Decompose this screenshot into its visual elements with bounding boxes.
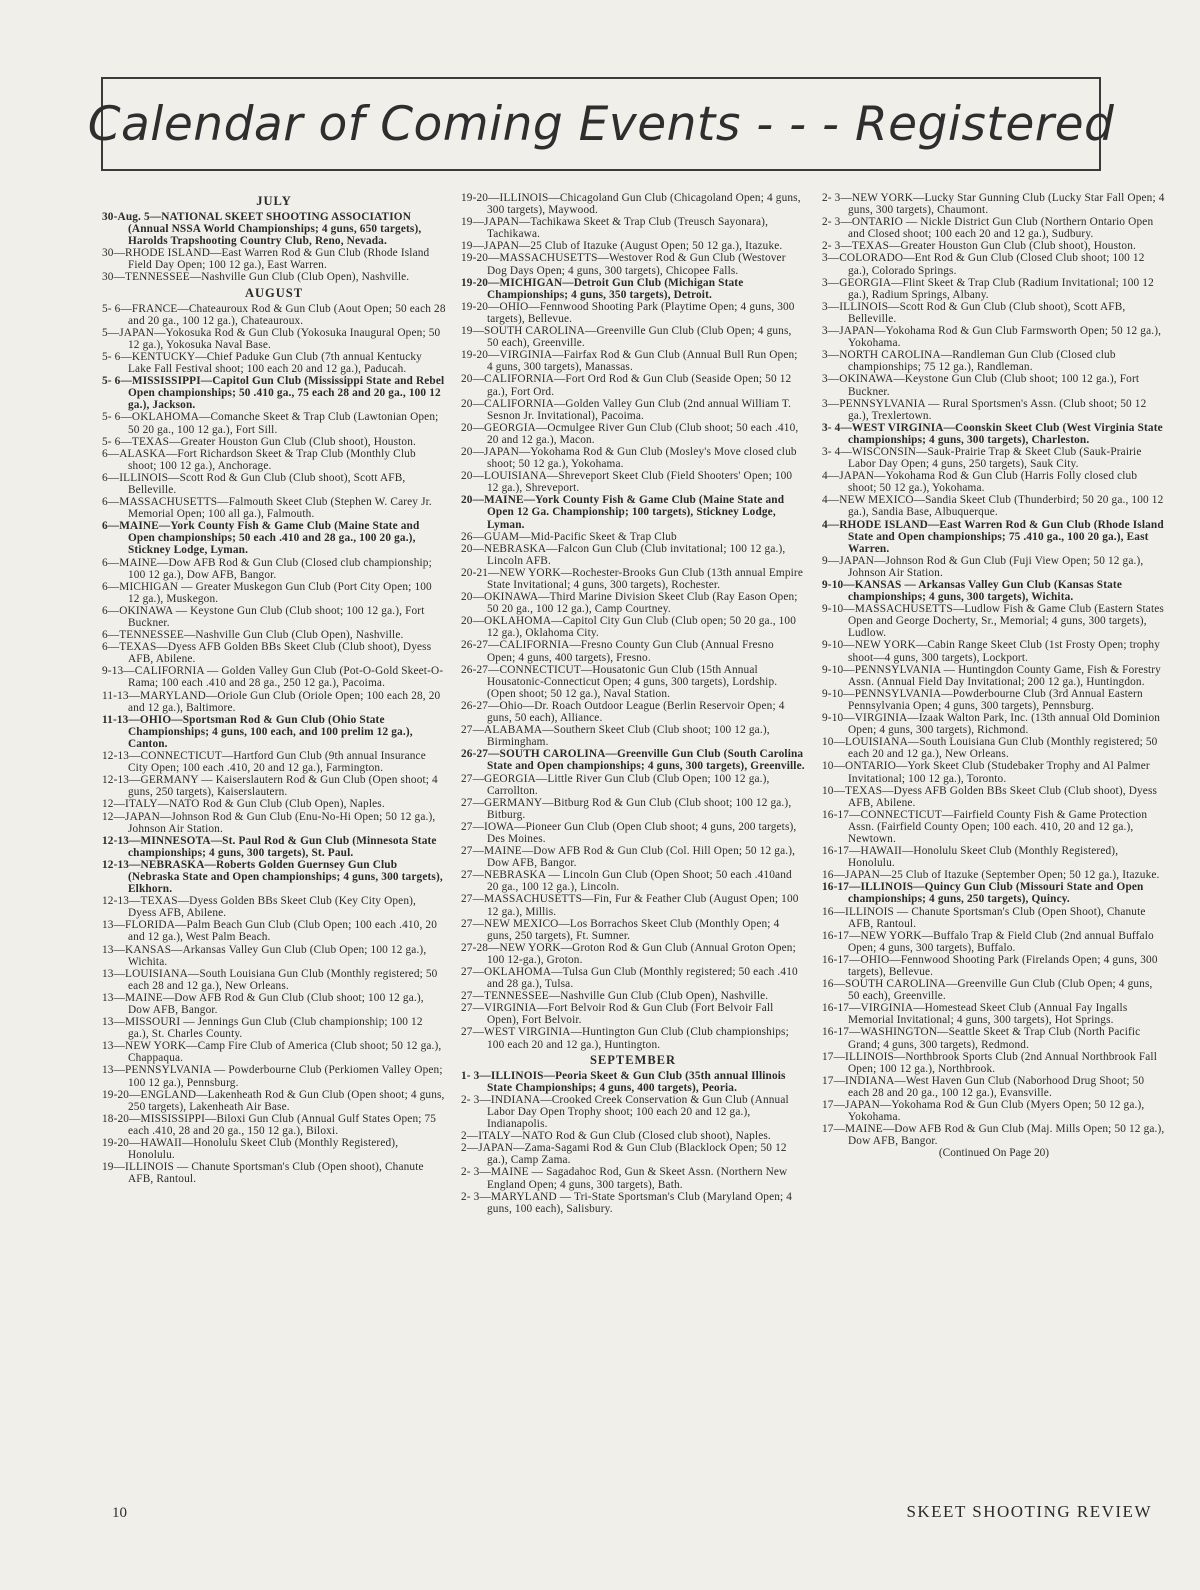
event-entry: 27—NEW MEXICO—Los Borrachos Skeet Club (Monthly Open; 4 guns, 250 targets), Ft. Sumner.	[461, 917, 780, 942]
event-entry: 2- 3—MARYLAND — Tri-State Sportsman's Club (Maryland Open; 4 guns, 100 each), Salisbury.	[461, 1190, 793, 1215]
event-entry: 17—ILLINOIS—Northbrook Sports Club (2nd Annual Northbrook Fall Open; 100 12 ga.), Northbrook.	[822, 1050, 1158, 1075]
event-entry-championship: 19-20—MICHIGAN—Detroit Gun Club (Michigan State Championships; 4 guns, 350 targets), Detroit.	[461, 276, 744, 301]
title-box	[87, 77, 1115, 171]
event-entry: 26—GUAM—Mid-Pacific Skeet & Trap Club	[461, 530, 677, 543]
event-entry: 6—MASSACHUSETTS—Falmouth Skeet Club (Stephen W. Carey Jr. Memorial Open; 100 all ga.), Falmouth.	[102, 496, 432, 521]
event-entry-championship: 30-Aug. 5—NATIONAL SKEET SHOOTING ASSOCIATION (Annual NSSA World Championships; 4 guns, 650 targets), Harolds Trapshooting Country Club, Reno, Nevada.	[102, 211, 422, 248]
event-entry: 3—PENNSYLVANIA — Rural Sportsmen's Assn. (Club shoot; 50 12 ga.), Trexlertown.	[822, 397, 1147, 422]
event-entry: 13—MAINE—Dow AFB Rod & Gun Club (Club shoot; 100 12 ga.), Dow AFB, Bangor.	[102, 991, 424, 1016]
month-heading: JULY	[256, 194, 292, 208]
event-entry: 3- 4—WISCONSIN—Sauk-Prairie Trap & Skeet Club (Sauk-Prairie Labor Day Open; 4 guns, 250 targets), Sauk City.	[822, 445, 1142, 471]
event-entry: 20—NEBRASKA—Falcon Gun Club (Club invitational; 100 12 ga.), Lincoln AFB.	[461, 542, 786, 567]
event-entry: 19—ILLINOIS — Chanute Sportsman's Club (Open shoot), Chanute AFB, Rantoul.	[102, 1161, 424, 1186]
event-entry: 6—OKINAWA — Keystone Gun Club (Club shoot; 100 12 ga.), Fort Buckner.	[102, 604, 425, 629]
event-entry: 4—NEW MEXICO—Sandia Skeet Club (Thunderbird; 50 20 ga., 100 12 ga.), Sandia Base, Albuquerque.	[822, 494, 1164, 519]
event-entry: 6—TENNESSEE—Nashville Gun Club (Club Open), Nashville.	[102, 629, 404, 642]
event-entry: 17—JAPAN—Yokohama Rod & Gun Club (Myers Open; 50 12 ga.), Yokohama.	[822, 1099, 1145, 1124]
event-entry: 27—VIRGINIA—Fort Belvoir Rod & Gun Club (Fort Belvoir Fall Open), Fort Belvoir.	[461, 1002, 774, 1027]
event-entry: 20—GEORGIA—Ocmulgee River Gun Club (Club shoot; 50 each .410, 20 and 12 ga.), Macon.	[461, 421, 799, 446]
event-entry: 9-10—PENNSYLVANIA—Powderbourne Club (3rd Annual Eastern Pennsylvania Open; 4 guns, 300 targets), Pennsburg.	[822, 687, 1143, 712]
month-heading: AUGUST	[244, 285, 304, 300]
event-entry: 27-28—NEW YORK—Groton Rod & Gun Club (Annual Groton Open; 100 12-ga.), Groton.	[461, 941, 796, 966]
event-entry: 5—JAPAN—Yokosuka Rod & Gun Club (Yokosuka Inaugural Open; 50 12 ga.), Yokosuka Naval Base.	[102, 326, 441, 351]
event-entry: 6—ALASKA—Fort Richardson Skeet & Trap Club (Monthly Club shoot; 100 12 ga.), Anchorage.	[102, 447, 416, 472]
event-entry: 9-10—VIRGINIA—Izaak Walton Park, Inc. (13th annual Old Dominion Open; 4 guns, 300 targets), Richmond.	[822, 712, 1161, 737]
event-entry: 20-21—NEW YORK—Rochester-Brooks Gun Club (13th annual Empire State Invitational; 4 guns, 300 targets), Rochester.	[461, 566, 803, 591]
event-entry-championship: 9-10—KANSAS — Arkansas Valley Gun Club (Kansas State championships; 4 guns, 300 targets), Wichita.	[822, 579, 1123, 604]
event-entry-championship: 1- 3—ILLINOIS—Peoria Skeet & Gun Club (35th annual Illinois State Championships; 4 guns, 400 targets), Peoria.	[461, 1069, 786, 1094]
event-entry: 10—ONTARIO—York Skeet Club (Studebaker Trophy and Al Palmer Invitational; 100 12 ga.), Toronto.	[822, 760, 1150, 785]
event-entry-championship: 20—MAINE—York County Fish & Game Club (Maine State and Open 12 Ga. Championship; 100 targets), Stickney Lodge, Lyman.	[461, 494, 785, 531]
event-entry: 12-13—CONNECTICUT—Hartford Gun Club (9th annual Insurance City Open; 100 each .410, 20 and 12 ga.), Farmington.	[102, 750, 426, 775]
event-entry: 27—MAINE—Dow AFB Rod & Gun Club (Col. Hill Open; 50 12 ga.), Dow AFB, Bangor.	[461, 845, 796, 870]
event-entry: 27—OKLAHOMA—Tulsa Gun Club (Monthly registered; 50 each .410 and 28 ga.), Tulsa.	[461, 966, 798, 991]
event-entry: 20—CALIFORNIA—Fort Ord Rod & Gun Club (Seaside Open; 50 12 ga.), Fort Ord.	[461, 373, 792, 398]
event-entry: 16-17—CONNECTICUT—Fairfield County Fish & Game Protection Assn. (Fairfield County Open; 100 each. 410, 20 and 12 ga.), Newtown.	[822, 808, 1148, 845]
event-entry: 16-17—OHIO—Fennwood Shooting Park (Firelands Open; 4 guns, 300 targets), Bellevue.	[822, 953, 1158, 978]
event-entry-championship: 26-27—SOUTH CAROLINA—Greenville Gun Club (South Carolina State and Open championships; 4 guns, 300 targets), Greenville.	[461, 748, 805, 773]
event-entry: 27—ALABAMA—Southern Skeet Club (Club shoot; 100 12 ga.), Birmingham.	[461, 724, 770, 749]
event-entry: 3—JAPAN—Yokohama Rod & Gun Club Farmsworth Open; 50 12 ga.), Yokohama.	[822, 325, 1162, 350]
event-entry: 2- 3—NEW YORK—Lucky Star Gunning Club (Lucky Star Fall Open; 4 guns, 300 targets), Chaumont.	[822, 192, 1165, 217]
event-entry: 9-10—PENNSYLVANIA — Huntingdon County Game, Fish & Forestry Assn. (Annual Field Day Invitational; 200 12 ga.), Huntingdon.	[822, 663, 1161, 688]
event-entry: 2—ITALY—NATO Rod & Gun Club (Closed club shoot), Naples.	[461, 1130, 771, 1143]
event-entry: 27—WEST VIRGINIA—Huntington Gun Club (Club championships; 100 each 20 and 12 ga.), Huntington.	[461, 1026, 789, 1051]
event-entry: 6—MAINE—Dow AFB Rod & Gun Club (Closed club championship; 100 12 ga.), Dow AFB, Bangor.	[102, 556, 432, 581]
event-entry: 19-20—ILLINOIS—Chicagoland Gun Club (Chicagoland Open; 4 guns, 300 targets), Maywood.	[461, 192, 801, 217]
event-entry: 9-10—NEW YORK—Cabin Range Skeet Club (1st Frosty Open; trophy shoot—4 guns, 300 targets), Lockport.	[822, 639, 1160, 664]
calendar-column-1	[102, 192, 446, 1522]
event-entry: 27—NEBRASKA — Lincoln Gun Club (Open Shoot; 50 each .410and 20 ga., 100 12 ga.), Lincoln.	[461, 869, 792, 894]
event-entry-championship: 3- 4—WEST VIRGINIA—Coonskin Skeet Club (West Virginia State championships; 4 guns, 300 targets), Charleston.	[822, 421, 1163, 446]
event-entry: 16-17—HAWAII—Honolulu Skeet Club (Monthly Registered), Honolulu.	[822, 845, 1119, 870]
event-entry: 17—MAINE—Dow AFB Rod & Gun Club (Maj. Mills Open; 50 12 ga.), Dow AFB, Bangor.	[822, 1123, 1165, 1148]
event-entry: 16—JAPAN—25 Club of Itazuke (September Open; 50 12 ga.), Itazuke.	[822, 869, 1160, 882]
event-entry: 19—SOUTH CAROLINA—Greenville Gun Club (Club Open; 4 guns, 50 each), Greenville.	[461, 325, 792, 350]
event-entry: 26-27—CALIFORNIA—Fresno County Gun Club (Annual Fresno Open; 4 guns, 400 targets), Fresno.	[461, 639, 774, 664]
event-entry: 3—OKINAWA—Keystone Gun Club (Club shoot; 100 12 ga.), Fort Buckner.	[822, 373, 1140, 398]
event-entry-championship: 16-17—ILLINOIS—Quincy Gun Club (Missouri State and Open championships; 4 guns, 250 targets), Quincy.	[822, 881, 1144, 906]
event-entry: 18-20—MISSISSIPPI—Biloxi Gun Club (Annual Gulf States Open; 75 each .410, 28 and 20 ga., 150 12 ga.), Biloxi.	[102, 1112, 437, 1137]
event-entry: 26-27—Ohio—Dr. Roach Outdoor League (Berlin Reservoir Open; 4 guns, 50 each), Alliance.	[461, 699, 785, 725]
event-entry: 11-13—MARYLAND—Oriole Gun Club (Oriole Open; 100 each 28, 20 and 12 ga.), Baltimore.	[102, 689, 441, 714]
event-entry: 20—OKLAHOMA—Capitol City Gun Club (Club open; 50 20 ga., 100 12 ga.), Oklahoma City.	[461, 615, 797, 640]
event-entry: 16-17—WASHINGTON—Seattle Skeet & Trap Club (North Pacific Grand; 4 guns, 300 targets), Redmond.	[822, 1026, 1141, 1051]
event-entry: 4—JAPAN—Yokohama Rod & Gun Club (Harris Folly closed club shoot; 50 12 ga.), Yokohama.	[822, 470, 1138, 495]
event-entry-championship: 11-13—OHIO—Sportsman Rod & Gun Club (Ohio State Championships; 4 guns, 100 each, and 100 prelim 12 ga.), Canton.	[102, 713, 413, 750]
event-entry: 6—TEXAS—Dyess AFB Golden BBs Skeet Club (Club shoot), Dyess AFB, Abilene.	[102, 641, 432, 666]
event-entry: 9—JAPAN—Johnson Rod & Gun Club (Fuji View Open; 50 12 ga.), Johnson Air Station.	[822, 554, 1144, 579]
event-entry: 12—ITALY—NATO Rod & Gun Club (Club Open), Naples.	[102, 798, 385, 811]
event-entry: 20—JAPAN—Yokohama Rod & Gun Club (Mosley's Move closed club shoot; 50 12 ga.), Yokohama.	[461, 445, 797, 471]
event-entry: 16-17—VIRGINIA—Homestead Skeet Club (Annual Fay Ingalls Memorial Invitational; 4 guns, 300 targets), Hot Springs.	[822, 1002, 1128, 1027]
event-entry: 19-20—HAWAII—Honolulu Skeet Club (Monthly Registered), Honolulu.	[102, 1137, 399, 1162]
event-entry: 19-20—OHIO—Fennwood Shooting Park (Playtime Open; 4 guns, 300 targets), Bellevue.	[461, 300, 795, 325]
event-entry: 2- 3—INDIANA—Crooked Creek Conservation & Gun Club (Annual Labor Day Open Trophy shoot; 100 each 20 and 12 ga.), Indianapolis.	[461, 1093, 789, 1131]
event-entry: 13—KANSAS—Arkansas Valley Gun Club (Club Open; 100 12 ga.), Wichita.	[102, 943, 427, 968]
page-title: Calendar of Coming Events - - - Registered	[87, 96, 1115, 152]
page-number: 10	[112, 1505, 127, 1521]
event-entry: 19-20—MASSACHUSETTS—Westover Rod & Gun Club (Westover Dog Days Open; 4 guns, 300 targets), Chicopee Falls.	[461, 252, 786, 277]
event-entry: 13—PENNSYLVANIA — Powderbourne Club (Perkiomen Valley Open; 100 12 ga.), Pennsburg.	[102, 1064, 443, 1089]
event-entry: 9-13—CALIFORNIA — Golden Valley Gun Club (Pot-O-Gold Skeet-O-Rama; 100 each .410 and 28 ga., 250 12 ga.), Pacoima.	[102, 665, 444, 690]
event-entry: 9-10—MASSACHUSETTS—Ludlow Fish & Game Club (Eastern States Open and George Docherty, Sr., Memorial; 4 guns, 300 targets), Ludlow.	[822, 603, 1164, 640]
event-entry: 2- 3—TEXAS—Greater Houston Gun Club (Club shoot), Houston.	[822, 240, 1137, 253]
event-entry-championship: 12-13—NEBRASKA—Roberts Golden Guernsey Gun Club (Nebraska State and Open championships; 4 guns, 300 targets), Elkhorn.	[102, 858, 443, 896]
event-entry: 16-17—NEW YORK—Buffalo Trap & Field Club (2nd annual Buffalo Open; 4 guns, 300 targets), Buffalo.	[822, 929, 1154, 954]
event-entry-championship: 5- 6—MISSISSIPPI—Capitol Gun Club (Mississippi State and Rebel Open championships; 50 .410 ga., 75 each 28 and 20 ga., 100 12 ga.), Jackson.	[102, 375, 445, 412]
event-entry: 6—MICHIGAN — Greater Muskegon Gun Club (Port City Open; 100 12 ga.), Muskegon.	[102, 580, 432, 605]
event-entry: 27—IOWA—Pioneer Gun Club (Open Club shoot; 4 guns, 200 targets), Des Moines.	[461, 820, 797, 845]
event-entry: 5- 6—FRANCE—Chateauroux Rod & Gun Club (Aout Open; 50 each 28 and 20 ga., 100 12 ga.), Chateauroux.	[102, 302, 446, 327]
event-entry: 3—GEORGIA—Flint Skeet & Trap Club (Radium Invitational; 100 12 ga.), Radium Springs, Albany.	[822, 276, 1154, 301]
calendar-column-3	[822, 192, 1166, 1522]
event-entry: 2- 3—ONTARIO — Nickle District Gun Club (Northern Ontario Open and Closed shoot; 100 each 20 and 12 ga.), Sudbury.	[822, 216, 1154, 241]
event-entry: 13—LOUISIANA—South Louisiana Gun Club (Monthly registered; 50 each 28 and 12 ga.), New Orleans.	[102, 967, 438, 992]
event-entry: 19-20—VIRGINIA—Fairfax Rod & Gun Club (Annual Bull Run Open; 4 guns, 300 targets), Manassas.	[461, 349, 798, 374]
event-entry: 20—CALIFORNIA—Golden Valley Gun Club (2nd annual William T. Sesnon Jr. Invitational), Pacoima.	[461, 397, 792, 422]
event-entry: 27—TENNESSEE—Nashville Gun Club (Club Open), Nashville.	[461, 990, 769, 1003]
event-entry: 3—ILLINOIS—Scott Rod & Gun Club (Club shoot), Scott AFB, Belleville.	[822, 300, 1126, 325]
event-entry: 2- 3—MAINE — Sagadahoc Rod, Gun & Skeet Assn. (Northern New England Open; 4 guns, 300 targets), Bath.	[461, 1166, 788, 1191]
event-entry: 12-13—TEXAS—Dyess Golden BBs Skeet Club (Key City Open), Dyess AFB, Abilene.	[102, 895, 417, 920]
event-entry: 27—GEORGIA—Little River Gun Club (Club Open; 100 12 ga.), Carrollton.	[461, 772, 770, 797]
publication-footer: SKEET SHOOTING REVIEW	[906, 1502, 1152, 1521]
event-entry: 12-13—GERMANY — Kaiserslautern Rod & Gun Club (Open shoot; 4 guns, 250 targets), Kaiserslautern.	[102, 774, 438, 799]
event-entry: 16—SOUTH CAROLINA—Greenville Gun Club (Club Open; 4 guns, 50 each), Greenville.	[822, 978, 1153, 1003]
continued-note: (Continued On Page 20)	[938, 1147, 1050, 1160]
event-entry: 13—FLORIDA—Palm Beach Gun Club (Club Open; 100 each .410, 20 and 12 ga.), West Palm Beach.	[102, 919, 438, 944]
event-entry: 10—TEXAS—Dyess AFB Golden BBs Skeet Club (Club shoot), Dyess AFB, Abilene.	[822, 784, 1158, 809]
event-entry: 3—NORTH CAROLINA—Randleman Gun Club (Closed club championships; 75 12 ga.), Randleman.	[822, 349, 1116, 374]
month-heading: SEPTEMBER	[589, 1052, 677, 1067]
event-entry: 30—RHODE ISLAND—East Warren Rod & Gun Club (Rhode Island Field Day Open; 100 12 ga.), East Warren.	[102, 247, 430, 272]
event-entry: 20—OKINAWA—Third Marine Division Skeet Club (Ray Eason Open; 50 20 ga., 100 12 ga.), Camp Courtney.	[461, 591, 798, 616]
event-entry: 13—NEW YORK—Camp Fire Club of America (Club shoot; 50 12 ga.), Chappaqua.	[102, 1040, 442, 1065]
event-entry: 17—INDIANA—West Haven Gun Club (Naborhood Drug Shoot; 50 each 28 and 20 ga., 100 12 ga.), Evansville.	[822, 1074, 1145, 1099]
event-entry-championship: 12-13—MINNESOTA—St. Paul Rod & Gun Club (Minnesota State championships; 4 guns, 300 targets), St. Paul.	[102, 834, 437, 859]
event-entry: 19-20—ENGLAND—Lakenheath Rod & Gun Club (Open shoot; 4 guns, 250 targets), Lakenheath Air Base.	[102, 1088, 445, 1113]
event-entry: 20—LOUISIANA—Shreveport Skeet Club (Field Shooters' Open; 100 12 ga.), Shreveport.	[461, 470, 793, 495]
event-entry: 10—LOUISIANA—South Louisiana Gun Club (Monthly registered; 50 each 20 and 12 ga.), New Orleans.	[822, 736, 1158, 761]
event-entry-championship: 6—MAINE—York County Fish & Game Club (Maine State and Open championships; 50 each .410 and 28 ga., 100 20 ga.), Stickney Lodge, Lyman.	[102, 520, 420, 557]
event-entry: 27—MASSACHUSETTS—Fin, Fur & Feather Club (August Open; 100 12 ga.), Millis.	[461, 893, 799, 918]
event-entry: 5- 6—KENTUCKY—Chief Paduke Gun Club (7th annual Kentucky Lake Fall Festival shoot; 100 each 20 and 12 ga.), Paducah.	[102, 350, 422, 376]
event-entry: 30—TENNESSEE—Nashville Gun Club (Club Open), Nashville.	[102, 271, 410, 284]
event-entry: 27—GERMANY—Bitburg Rod & Gun Club (Club shoot; 100 12 ga.), Bitburg.	[461, 796, 792, 821]
event-entry: 2—JAPAN—Zama-Sagami Rod & Gun Club (Blacklock Open; 50 12 ga.), Camp Zama.	[461, 1142, 787, 1167]
event-entry: 13—MISSOURI — Jennings Gun Club (Club championship; 100 12 ga.), St. Charles County.	[102, 1016, 423, 1041]
calendar-column-2	[461, 192, 805, 1522]
event-entry: 3—COLORADO—Ent Rod & Gun Club (Closed Club shoot; 100 12 ga.), Colorado Springs.	[822, 252, 1145, 277]
event-entry: 12—JAPAN—Johnson Rod & Gun Club (Enu-No-Hi Open; 50 12 ga.), Johnson Air Station.	[102, 810, 436, 835]
event-entry: 19—JAPAN—Tachikawa Skeet & Trap Club (Treusch Sayonara), Tachikawa.	[461, 216, 769, 241]
event-entry: 26-27—CONNECTICUT—Housatonic Gun Club (15th Annual Housatonic-Connecticut Open; 4 guns, 300 targets), Lordship. (Open shoot; 50 12 ga.), Naval Station.	[461, 663, 778, 700]
event-entry: 5- 6—TEXAS—Greater Houston Gun Club (Club shoot), Houston.	[102, 435, 417, 448]
event-entry: 6—ILLINOIS—Scott Rod & Gun Club (Club shoot), Scott AFB, Belleville.	[102, 471, 406, 496]
event-entry: 19—JAPAN—25 Club of Itazuke (August Open; 50 12 ga.), Itazuke.	[461, 240, 783, 253]
event-entry: 16—ILLINOIS — Chanute Sportsman's Club (Open Shoot), Chanute AFB, Rantoul.	[822, 905, 1146, 930]
event-entry: 5- 6—OKLAHOMA—Comanche Skeet & Trap Club (Lawtonian Open; 50 20 ga., 100 12 ga.), Fort Sill.	[102, 411, 439, 436]
event-entry-championship: 4—RHODE ISLAND—East Warren Rod & Gun Club (Rhode Island State and Open championships; 75 .410 ga., 100 20 ga.), East Warren.	[822, 518, 1164, 555]
